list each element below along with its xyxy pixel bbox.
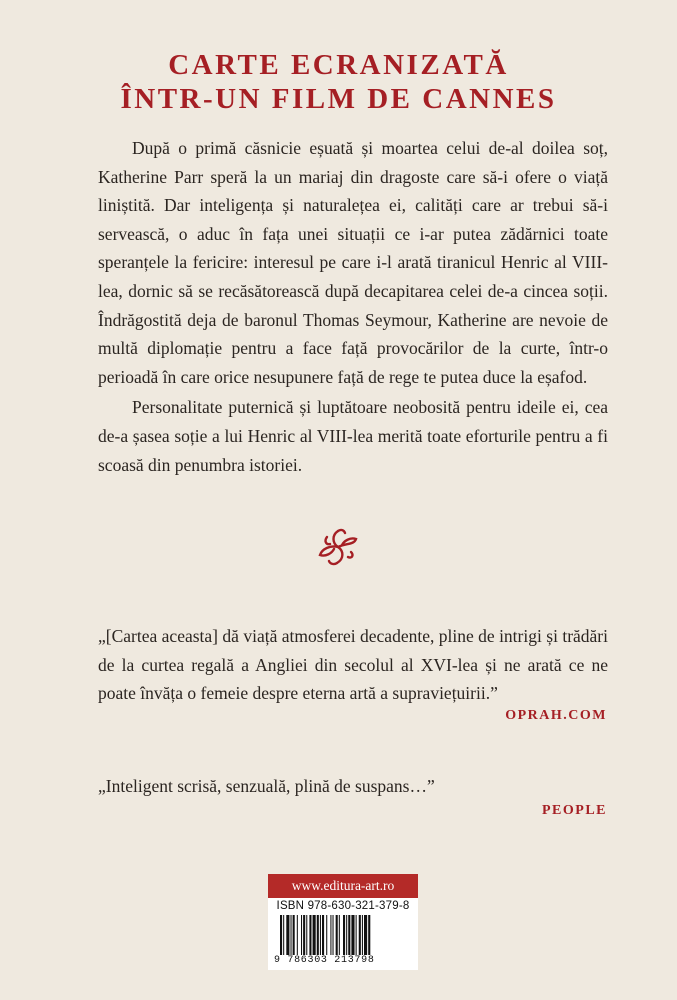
review-quote-text: „[Cartea aceasta] dă viață atmosferei decadente, pline de intrigi și trădări de la curtea regală a Angliei din secolul al XVI-lea și ne arată ce ne poate învăța o femeie despre eterna artă a supraviețuirii.” xyxy=(98,626,608,704)
review-source-1: OPRAH.COM xyxy=(505,708,607,723)
floral-fleuron-icon xyxy=(310,527,365,567)
barcode-digits: 9 786303 213798 xyxy=(274,955,375,966)
book-blurb xyxy=(98,134,608,479)
publisher-website: www.editura-art.ro xyxy=(268,874,418,898)
heading-line-1: CARTE ECRANIZATĂ xyxy=(168,49,509,81)
heading-line-2: ÎNTR-UN FILM DE CANNES xyxy=(120,83,557,115)
isbn-label: ISBN 978-630-321-379-8 xyxy=(276,900,410,912)
barcode xyxy=(280,915,408,957)
blurb-paragraph-1: După o primă căsnicie eșuată și moartea celui de-al doilea soț, Katherine Parr speră la un mariaj din dragoste care să-i ofere o viață liniștită. Dar inteligența și naturalețea ei, calități care ar trebui să-i servească, o aduc în fața unei situații ce i-ar putea zădărnici toate speranțele la fericire: interesul pe care i-l arată tiranicul Henric al VIII-lea, dornic să se recăsătorească după decapitarea celei de-a cincea soții. Îndrăgostită deja de baronul Thomas Seymour, Katherine are nevoie de multă diplomație pentru a face față provocărilor de la curte, într-o perioadă în care orice nesupunere față de rege te putea duce la eșafod. xyxy=(98,138,608,387)
review-quote-1 xyxy=(98,622,608,708)
blurb-paragraph-2: Personalitate puternică și luptătoare neobosită pentru ideile ei, cea de-a șasea soție a lui Henric al VIII-lea merită toate eforturile pentru a fi scoasă din penumbra istoriei. xyxy=(98,397,608,475)
cover-heading xyxy=(0,48,677,116)
review-source-2: PEOPLE xyxy=(541,803,607,818)
review-quote-2: „Inteligent scrisă, senzuală, plină de suspans…” xyxy=(98,776,435,796)
isbn-barcode-block xyxy=(268,898,418,970)
